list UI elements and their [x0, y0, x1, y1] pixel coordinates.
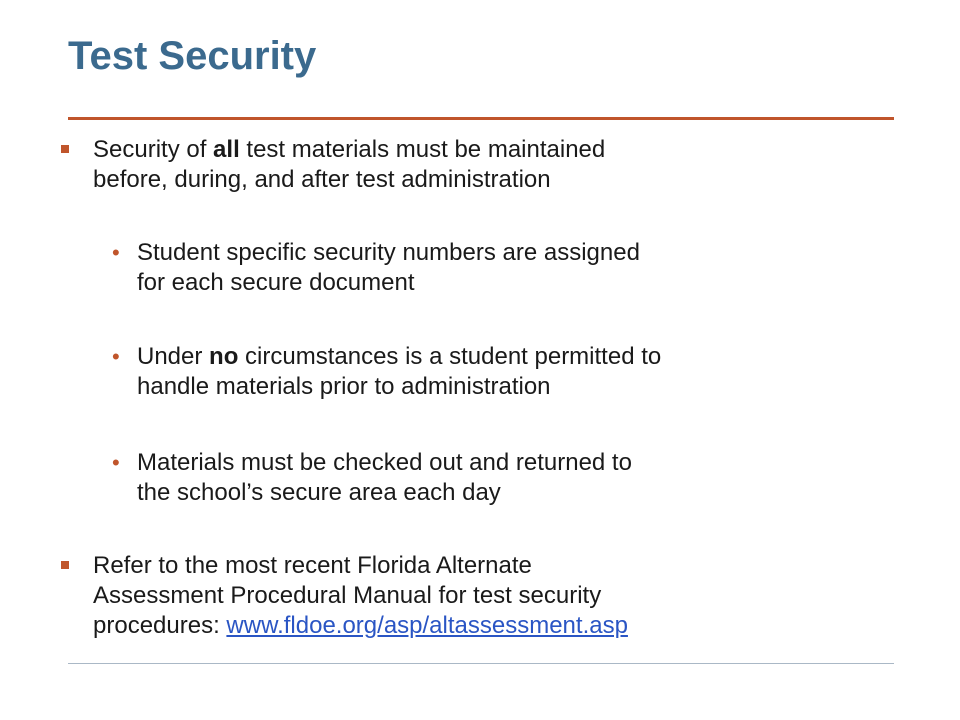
bullet-line [93, 135, 883, 165]
dot-bullet-icon: • [112, 450, 120, 475]
dot-bullet-icon: • [112, 344, 120, 369]
bullet-text: procedures: [93, 612, 227, 639]
footer-divider [68, 663, 894, 664]
bullet-security-materials [93, 135, 883, 195]
dot-bullet-icon: • [112, 240, 120, 265]
bullet-line: Refer to the most recent Florida Alternate [93, 552, 532, 579]
bullet-line: Student specific security numbers are assigned [137, 239, 640, 266]
bullet-line: the school’s secure area each day [137, 479, 501, 506]
bullet-emphasis: all [213, 136, 240, 163]
bullet-line [93, 611, 883, 641]
square-bullet-icon [61, 561, 69, 569]
slide-title: Test Security [68, 34, 317, 78]
bullet-emphasis: no [209, 343, 239, 370]
bullet-line: for each secure document [137, 269, 415, 296]
bullet-line [137, 342, 883, 372]
bullet-line: before, during, and after test administration [93, 166, 551, 193]
bullet-text: Under [137, 343, 210, 370]
subbullet-checkout [137, 448, 883, 508]
bullet-line: handle materials prior to administration [137, 373, 551, 400]
bullet-text: test materials must be maintained [239, 136, 606, 163]
bullet-line: Materials must be checked out and returned to [137, 449, 632, 476]
subbullet-security-numbers [137, 238, 883, 298]
bullet-text: circumstances is a student permitted to [238, 343, 662, 370]
bullet-text: Security of [93, 136, 214, 163]
bullet-line: Assessment Procedural Manual for test security [93, 582, 602, 609]
altassessment-link[interactable]: www.fldoe.org/asp/altassessment.asp [226, 612, 628, 639]
title-divider [68, 117, 894, 120]
square-bullet-icon [61, 145, 69, 153]
bullet-refer-manual [93, 551, 883, 641]
subbullet-student-handling [137, 342, 883, 402]
